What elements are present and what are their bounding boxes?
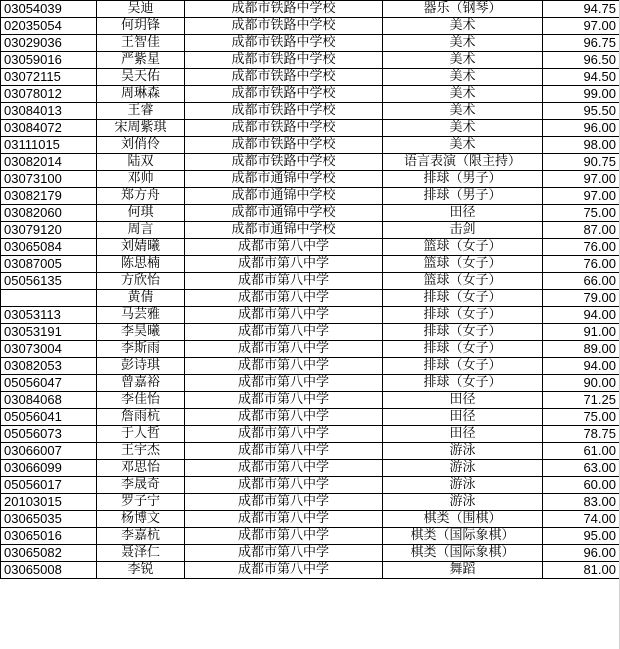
cell-school[interactable]: 成都市通锦中学校: [185, 171, 383, 188]
cell-student-id[interactable]: 03082179: [1, 188, 97, 205]
table-row: [1, 426, 620, 443]
table-row: [1, 443, 620, 460]
cell-score[interactable]: 71.25: [543, 392, 620, 409]
cell-school[interactable]: 成都市第八中学: [185, 239, 383, 256]
cell-event[interactable]: 棋类（围棋）: [383, 511, 543, 528]
cell-student-name[interactable]: 李锐: [97, 562, 185, 579]
cell-event[interactable]: 排球（男子）: [383, 171, 543, 188]
table-row: [1, 103, 620, 120]
cell-student-id[interactable]: 03065082: [1, 545, 97, 562]
cell-student-name[interactable]: 宋周紫琪: [97, 120, 185, 137]
cell-score[interactable]: 96.75: [543, 35, 620, 52]
table-row: [1, 375, 620, 392]
cell-student-id[interactable]: 03059016: [1, 52, 97, 69]
table-row: [1, 18, 620, 35]
cell-student-name[interactable]: 邓帅: [97, 171, 185, 188]
cell-student-name[interactable]: 聂泽仁: [97, 545, 185, 562]
cell-event[interactable]: 排球（女子）: [383, 307, 543, 324]
cell-student-id[interactable]: 03072115: [1, 69, 97, 86]
cell-student-name[interactable]: 王智佳: [97, 35, 185, 52]
cell-score[interactable]: 97.00: [543, 188, 620, 205]
cell-student-id[interactable]: [1, 290, 97, 307]
cell-school[interactable]: 成都市铁路中学校: [185, 52, 383, 69]
cell-school[interactable]: 成都市第八中学: [185, 358, 383, 375]
cell-student-id[interactable]: 05056017: [1, 477, 97, 494]
cell-school[interactable]: 成都市第八中学: [185, 477, 383, 494]
cell-score[interactable]: 63.00: [543, 460, 620, 477]
table-row: [1, 290, 620, 307]
cell-student-id[interactable]: 03087005: [1, 256, 97, 273]
cell-school[interactable]: 成都市第八中学: [185, 460, 383, 477]
table-row: [1, 460, 620, 477]
cell-school[interactable]: 成都市第八中学: [185, 341, 383, 358]
cell-score[interactable]: 66.00: [543, 273, 620, 290]
cell-score[interactable]: 96.00: [543, 545, 620, 562]
table-row: [1, 307, 620, 324]
cell-score[interactable]: 94.75: [543, 1, 620, 18]
cell-school[interactable]: 成都市第八中学: [185, 307, 383, 324]
cell-event[interactable]: 美术: [383, 86, 543, 103]
cell-event[interactable]: 美术: [383, 69, 543, 86]
cell-student-name[interactable]: 黄倩: [97, 290, 185, 307]
cell-event[interactable]: 排球（女子）: [383, 290, 543, 307]
cell-score[interactable]: 97.00: [543, 18, 620, 35]
cell-student-id[interactable]: 03111015: [1, 137, 97, 154]
cell-school[interactable]: 成都市第八中学: [185, 324, 383, 341]
cell-student-id[interactable]: 03084013: [1, 103, 97, 120]
cell-student-id[interactable]: 03078012: [1, 86, 97, 103]
cell-student-id[interactable]: 03065008: [1, 562, 97, 579]
cell-student-name[interactable]: 周琳森: [97, 86, 185, 103]
cell-student-name[interactable]: 陆双: [97, 154, 185, 171]
cell-student-name[interactable]: 何琪: [97, 205, 185, 222]
cell-score[interactable]: 97.00: [543, 171, 620, 188]
cell-event[interactable]: 游泳: [383, 494, 543, 511]
cell-student-id[interactable]: 05056041: [1, 409, 97, 426]
table-row: [1, 239, 620, 256]
cell-student-name[interactable]: 王宇杰: [97, 443, 185, 460]
cell-student-name[interactable]: 王睿: [97, 103, 185, 120]
cell-school[interactable]: 成都市铁路中学校: [185, 1, 383, 18]
table-row: [1, 341, 620, 358]
cell-score[interactable]: 94.00: [543, 307, 620, 324]
cell-student-name[interactable]: 马芸雅: [97, 307, 185, 324]
cell-school[interactable]: 成都市第八中学: [185, 562, 383, 579]
cell-student-id[interactable]: 03065035: [1, 511, 97, 528]
cell-school[interactable]: 成都市铁路中学校: [185, 18, 383, 35]
cell-event[interactable]: 田径: [383, 392, 543, 409]
cell-score[interactable]: 90.75: [543, 154, 620, 171]
cell-score[interactable]: 95.50: [543, 103, 620, 120]
cell-school[interactable]: 成都市铁路中学校: [185, 35, 383, 52]
cell-student-name[interactable]: 陈思楠: [97, 256, 185, 273]
cell-student-id[interactable]: 05056047: [1, 375, 97, 392]
table-row: [1, 86, 620, 103]
cell-student-id[interactable]: 03065084: [1, 239, 97, 256]
cell-student-id[interactable]: 05056073: [1, 426, 97, 443]
cell-student-id[interactable]: 03084072: [1, 120, 97, 137]
cell-school[interactable]: 成都市铁路中学校: [185, 120, 383, 137]
cell-school[interactable]: 成都市第八中学: [185, 545, 383, 562]
cell-event[interactable]: 排球（女子）: [383, 358, 543, 375]
cell-score[interactable]: 76.00: [543, 239, 620, 256]
cell-score[interactable]: 75.00: [543, 205, 620, 222]
cell-school[interactable]: 成都市铁路中学校: [185, 137, 383, 154]
cell-student-id[interactable]: 02035054: [1, 18, 97, 35]
cell-school[interactable]: 成都市第八中学: [185, 273, 383, 290]
cell-student-id[interactable]: 03079120: [1, 222, 97, 239]
cell-student-name[interactable]: 詹雨杭: [97, 409, 185, 426]
cell-student-name[interactable]: 李昊曦: [97, 324, 185, 341]
cell-student-id[interactable]: 05056135: [1, 273, 97, 290]
table-row: [1, 137, 620, 154]
cell-student-id[interactable]: 03029036: [1, 35, 97, 52]
cell-score[interactable]: 99.00: [543, 86, 620, 103]
cell-event[interactable]: 舞蹈: [383, 562, 543, 579]
cell-student-name[interactable]: 吴迪: [97, 1, 185, 18]
cell-score[interactable]: 91.00: [543, 324, 620, 341]
cell-student-id[interactable]: 03073004: [1, 341, 97, 358]
cell-event[interactable]: 美术: [383, 35, 543, 52]
cell-student-name[interactable]: 郑方舟: [97, 188, 185, 205]
cell-score[interactable]: 74.00: [543, 511, 620, 528]
cell-event[interactable]: 篮球（女子）: [383, 239, 543, 256]
cell-event[interactable]: 棋类（国际象棋）: [383, 545, 543, 562]
cell-student-id[interactable]: 03073100: [1, 171, 97, 188]
cell-score[interactable]: 94.00: [543, 358, 620, 375]
table-row: [1, 171, 620, 188]
cell-student-name[interactable]: 吴天佑: [97, 69, 185, 86]
cell-event[interactable]: 美术: [383, 52, 543, 69]
cell-student-id[interactable]: 03065016: [1, 528, 97, 545]
cell-school[interactable]: 成都市铁路中学校: [185, 86, 383, 103]
cell-student-id[interactable]: 03084068: [1, 392, 97, 409]
cell-event[interactable]: 美术: [383, 103, 543, 120]
table-row: [1, 494, 620, 511]
cell-event[interactable]: 美术: [383, 18, 543, 35]
table-row: [1, 205, 620, 222]
table-row: [1, 52, 620, 69]
table-row: [1, 511, 620, 528]
table-row: [1, 188, 620, 205]
cell-school[interactable]: 成都市通锦中学校: [185, 222, 383, 239]
cell-student-name[interactable]: 何玥锋: [97, 18, 185, 35]
cell-student-name[interactable]: 彭诗琪: [97, 358, 185, 375]
cell-student-id[interactable]: 03082053: [1, 358, 97, 375]
cell-score[interactable]: 98.00: [543, 137, 620, 154]
table-row: [1, 545, 620, 562]
cell-school[interactable]: 成都市第八中学: [185, 290, 383, 307]
cell-score[interactable]: 79.00: [543, 290, 620, 307]
cell-event[interactable]: 田径: [383, 426, 543, 443]
cell-student-name[interactable]: 邓思怡: [97, 460, 185, 477]
table-row: [1, 273, 620, 290]
cell-student-name[interactable]: 罗子宁: [97, 494, 185, 511]
cell-school[interactable]: 成都市通锦中学校: [185, 188, 383, 205]
cell-event[interactable]: 田径: [383, 205, 543, 222]
cell-score[interactable]: 87.00: [543, 222, 620, 239]
cell-event[interactable]: 篮球（女子）: [383, 273, 543, 290]
cell-event[interactable]: 棋类（国际象棋）: [383, 528, 543, 545]
cell-score[interactable]: 83.00: [543, 494, 620, 511]
cell-event[interactable]: 美术: [383, 120, 543, 137]
cell-event[interactable]: 田径: [383, 409, 543, 426]
cell-score[interactable]: 96.50: [543, 52, 620, 69]
table-row: [1, 154, 620, 171]
cell-student-name[interactable]: 于人哲: [97, 426, 185, 443]
cell-student-name[interactable]: 周言: [97, 222, 185, 239]
cell-student-name[interactable]: 杨博文: [97, 511, 185, 528]
table-row: [1, 69, 620, 86]
cell-event[interactable]: 语言表演（限主持）: [383, 154, 543, 171]
cell-score[interactable]: 61.00: [543, 443, 620, 460]
cell-student-name[interactable]: 李佳怡: [97, 392, 185, 409]
cell-score[interactable]: 94.50: [543, 69, 620, 86]
cell-school[interactable]: 成都市通锦中学校: [185, 205, 383, 222]
cell-event[interactable]: 游泳: [383, 460, 543, 477]
cell-student-id[interactable]: 03082060: [1, 205, 97, 222]
cell-score[interactable]: 89.00: [543, 341, 620, 358]
cell-event[interactable]: 排球（女子）: [383, 341, 543, 358]
cell-school[interactable]: 成都市第八中学: [185, 494, 383, 511]
cell-event[interactable]: 篮球（女子）: [383, 256, 543, 273]
cell-school[interactable]: 成都市铁路中学校: [185, 103, 383, 120]
cell-student-name[interactable]: 李嘉杭: [97, 528, 185, 545]
cell-school[interactable]: 成都市第八中学: [185, 511, 383, 528]
cell-event[interactable]: 器乐（钢琴）: [383, 1, 543, 18]
cell-student-id[interactable]: 03053113: [1, 307, 97, 324]
cell-event[interactable]: 排球（女子）: [383, 375, 543, 392]
table-row: [1, 222, 620, 239]
cell-school[interactable]: 成都市第八中学: [185, 443, 383, 460]
table-row: [1, 477, 620, 494]
cell-student-id[interactable]: 03054039: [1, 1, 97, 18]
cell-event[interactable]: 击剑: [383, 222, 543, 239]
cell-student-id[interactable]: 03066007: [1, 443, 97, 460]
cell-student-id[interactable]: 03082014: [1, 154, 97, 171]
table-body: [1, 1, 620, 579]
table-row: [1, 256, 620, 273]
cell-student-name[interactable]: 严紫星: [97, 52, 185, 69]
cell-event[interactable]: 排球（女子）: [383, 324, 543, 341]
cell-student-name[interactable]: 李斯雨: [97, 341, 185, 358]
cell-school[interactable]: 成都市第八中学: [185, 528, 383, 545]
cell-school[interactable]: 成都市铁路中学校: [185, 154, 383, 171]
cell-event[interactable]: 美术: [383, 137, 543, 154]
cell-school[interactable]: 成都市铁路中学校: [185, 69, 383, 86]
table-row: [1, 1, 620, 18]
cell-student-id[interactable]: 03053191: [1, 324, 97, 341]
cell-student-name[interactable]: 曾嘉裕: [97, 375, 185, 392]
cell-school[interactable]: 成都市第八中学: [185, 375, 383, 392]
cell-event[interactable]: 游泳: [383, 443, 543, 460]
table-row: [1, 120, 620, 137]
cell-score[interactable]: 76.00: [543, 256, 620, 273]
cell-score[interactable]: 81.00: [543, 562, 620, 579]
cell-student-id[interactable]: 03066099: [1, 460, 97, 477]
table-row: [1, 392, 620, 409]
cell-student-id[interactable]: 20103015: [1, 494, 97, 511]
cell-student-name[interactable]: 方欣怡: [97, 273, 185, 290]
cell-school[interactable]: 成都市第八中学: [185, 256, 383, 273]
cell-score[interactable]: 96.00: [543, 120, 620, 137]
cell-student-name[interactable]: 刘婧曦: [97, 239, 185, 256]
cell-school[interactable]: 成都市第八中学: [185, 426, 383, 443]
cell-score[interactable]: 60.00: [543, 477, 620, 494]
cell-student-name[interactable]: 李晟奇: [97, 477, 185, 494]
cell-school[interactable]: 成都市第八中学: [185, 392, 383, 409]
cell-score[interactable]: 75.00: [543, 409, 620, 426]
cell-school[interactable]: 成都市第八中学: [185, 409, 383, 426]
table-row: [1, 409, 620, 426]
table-row: [1, 358, 620, 375]
cell-score[interactable]: 95.00: [543, 528, 620, 545]
cell-student-name[interactable]: 刘俏伶: [97, 137, 185, 154]
cell-event[interactable]: 排球（男子）: [383, 188, 543, 205]
cell-event[interactable]: 游泳: [383, 477, 543, 494]
table-row: [1, 324, 620, 341]
table-row: [1, 35, 620, 52]
table-row: [1, 528, 620, 545]
cell-score[interactable]: 78.75: [543, 426, 620, 443]
cell-score[interactable]: 90.00: [543, 375, 620, 392]
table-row: [1, 562, 620, 579]
